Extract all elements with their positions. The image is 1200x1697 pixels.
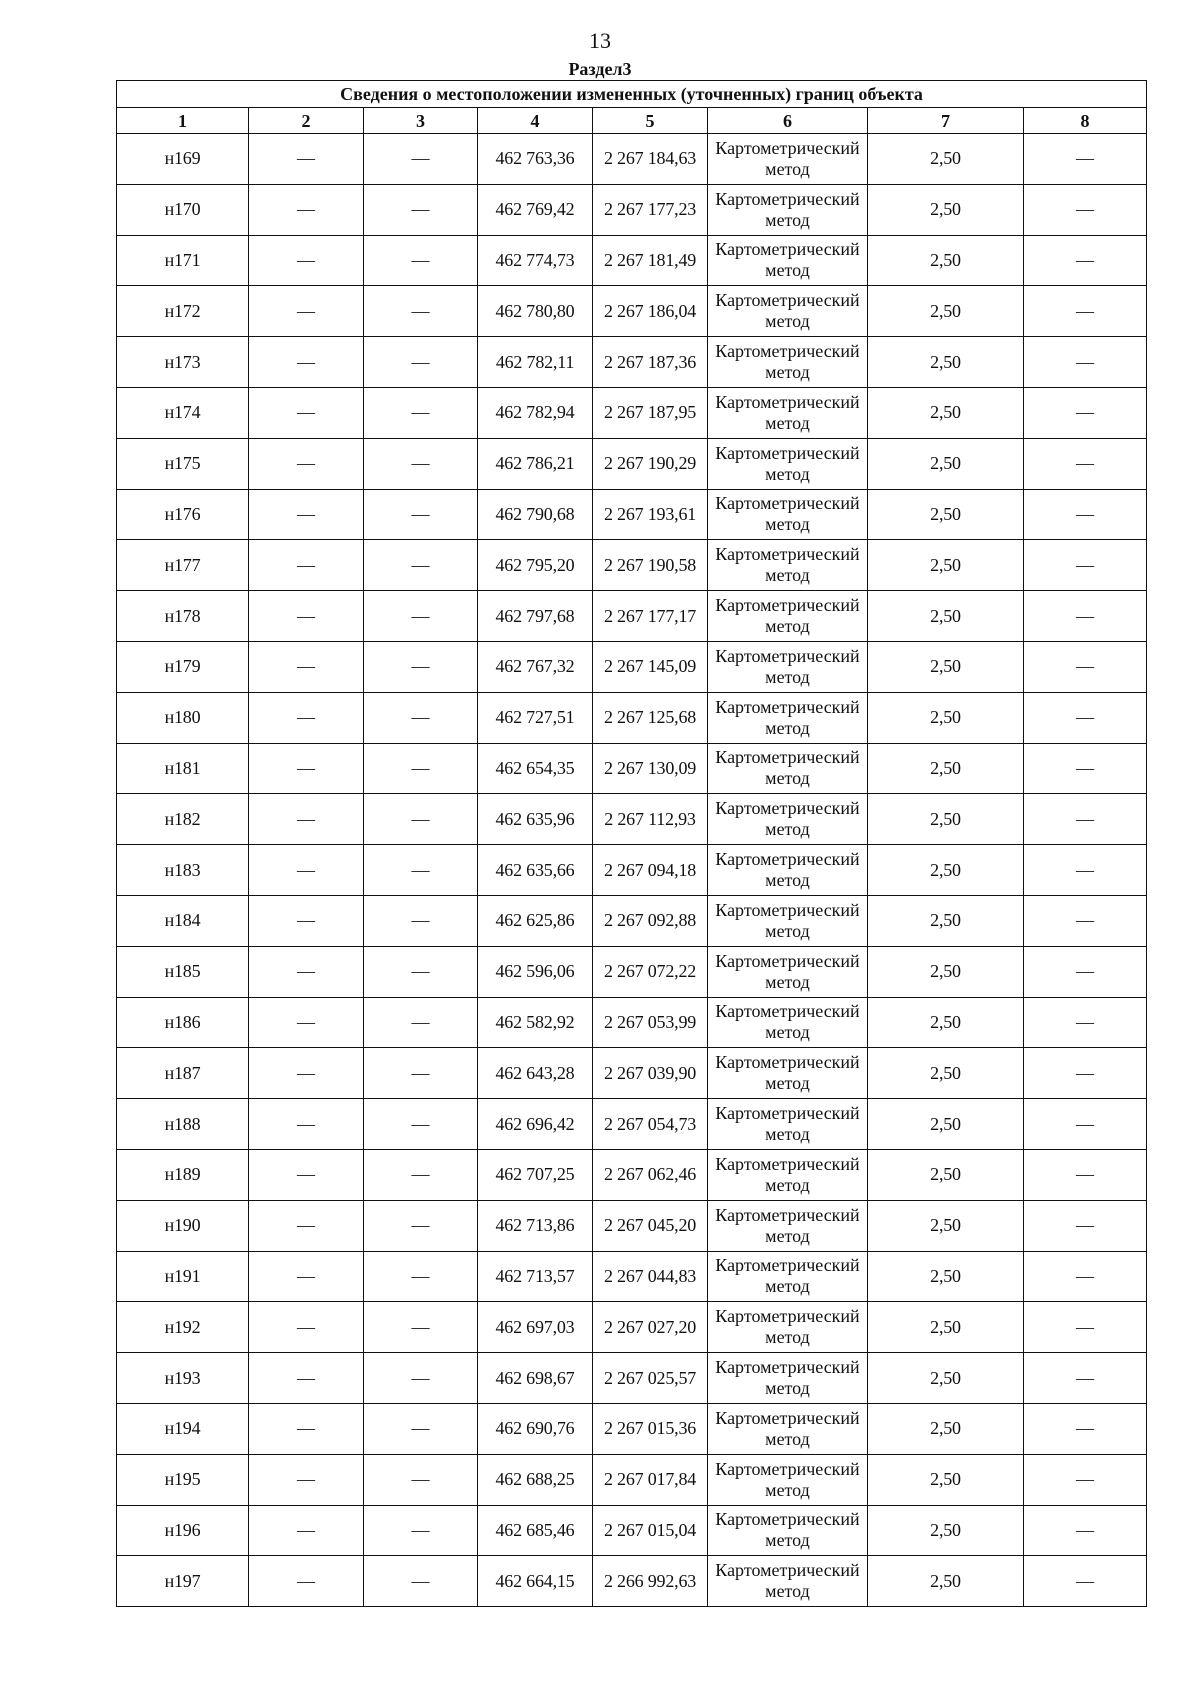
table-row: [117, 692, 1147, 743]
x-coordinate-cell: 462 795,20: [478, 540, 593, 591]
x-coordinate-cell: 462 596,06: [478, 946, 593, 997]
y-coordinate-cell: 2 267 177,23: [593, 184, 708, 235]
col3-cell: —: [364, 337, 478, 388]
point-name-cell: н195: [117, 1454, 249, 1505]
y-coordinate-cell: 2 267 054,73: [593, 1099, 708, 1150]
method-cell: Картометрический метод: [708, 946, 868, 997]
point-name-cell: н174: [117, 387, 249, 438]
y-coordinate-cell: 2 267 193,61: [593, 489, 708, 540]
x-coordinate-cell: 462 790,68: [478, 489, 593, 540]
col2-cell: —: [249, 1556, 364, 1607]
table-row: [117, 1302, 1147, 1353]
column-header: 2: [249, 108, 364, 134]
table-row: [117, 641, 1147, 692]
col8-cell: —: [1024, 946, 1147, 997]
table-body: [117, 134, 1147, 1607]
point-name-cell: н197: [117, 1556, 249, 1607]
y-coordinate-cell: 2 267 039,90: [593, 1048, 708, 1099]
precision-cell: 2,50: [868, 845, 1024, 896]
col3-cell: —: [364, 1099, 478, 1150]
column-header: 5: [593, 108, 708, 134]
method-cell: Картометрический метод: [708, 540, 868, 591]
method-cell: Картометрический метод: [708, 692, 868, 743]
point-name-cell: н169: [117, 134, 249, 185]
table-row: [117, 489, 1147, 540]
precision-cell: 2,50: [868, 184, 1024, 235]
col8-cell: —: [1024, 1099, 1147, 1150]
col3-cell: —: [364, 1149, 478, 1200]
point-name-cell: н177: [117, 540, 249, 591]
table-row: [117, 286, 1147, 337]
table-row: [117, 134, 1147, 185]
y-coordinate-cell: 2 267 187,95: [593, 387, 708, 438]
table-row: [117, 946, 1147, 997]
y-coordinate-cell: 2 267 184,63: [593, 134, 708, 185]
y-coordinate-cell: 2 267 094,18: [593, 845, 708, 896]
method-cell: Картометрический метод: [708, 387, 868, 438]
col3-cell: —: [364, 387, 478, 438]
col2-cell: —: [249, 489, 364, 540]
col3-cell: —: [364, 489, 478, 540]
table-row: [117, 1556, 1147, 1607]
col8-cell: —: [1024, 1251, 1147, 1302]
col3-cell: —: [364, 1403, 478, 1454]
column-header: 1: [117, 108, 249, 134]
col8-cell: —: [1024, 286, 1147, 337]
table-row: [117, 235, 1147, 286]
table-row: [117, 1505, 1147, 1556]
column-header-row: [117, 108, 1147, 134]
col3-cell: —: [364, 540, 478, 591]
col8-cell: —: [1024, 184, 1147, 235]
table-row: [117, 1200, 1147, 1251]
method-cell: Картометрический метод: [708, 1251, 868, 1302]
col2-cell: —: [249, 235, 364, 286]
y-coordinate-cell: 2 267 125,68: [593, 692, 708, 743]
y-coordinate-cell: 2 267 187,36: [593, 337, 708, 388]
method-cell: Картометрический метод: [708, 591, 868, 642]
precision-cell: 2,50: [868, 1251, 1024, 1302]
point-name-cell: н193: [117, 1353, 249, 1404]
y-coordinate-cell: 2 267 053,99: [593, 997, 708, 1048]
col8-cell: —: [1024, 134, 1147, 185]
col2-cell: —: [249, 286, 364, 337]
section-title: Раздел3: [568, 59, 632, 79]
method-cell: Картометрический метод: [708, 1353, 868, 1404]
col2-cell: —: [249, 1403, 364, 1454]
x-coordinate-cell: 462 767,32: [478, 641, 593, 692]
point-name-cell: н183: [117, 845, 249, 896]
column-header: 4: [478, 108, 593, 134]
col2-cell: —: [249, 1099, 364, 1150]
x-coordinate-cell: 462 769,42: [478, 184, 593, 235]
method-cell: Картометрический метод: [708, 235, 868, 286]
y-coordinate-cell: 2 267 186,04: [593, 286, 708, 337]
col8-cell: —: [1024, 895, 1147, 946]
precision-cell: 2,50: [868, 438, 1024, 489]
y-coordinate-cell: 2 266 992,63: [593, 1556, 708, 1607]
col8-cell: —: [1024, 1454, 1147, 1505]
point-name-cell: н172: [117, 286, 249, 337]
x-coordinate-cell: 462 688,25: [478, 1454, 593, 1505]
precision-cell: 2,50: [868, 997, 1024, 1048]
col8-cell: —: [1024, 235, 1147, 286]
precision-cell: 2,50: [868, 641, 1024, 692]
method-cell: Картометрический метод: [708, 1454, 868, 1505]
precision-cell: 2,50: [868, 1302, 1024, 1353]
x-coordinate-cell: 462 654,35: [478, 743, 593, 794]
x-coordinate-cell: 462 582,92: [478, 997, 593, 1048]
precision-cell: 2,50: [868, 1403, 1024, 1454]
column-header: 3: [364, 108, 478, 134]
column-header: 7: [868, 108, 1024, 134]
x-coordinate-cell: 462 727,51: [478, 692, 593, 743]
precision-cell: 2,50: [868, 1048, 1024, 1099]
method-cell: Картометрический метод: [708, 134, 868, 185]
col2-cell: —: [249, 134, 364, 185]
col8-cell: —: [1024, 1149, 1147, 1200]
point-name-cell: н182: [117, 794, 249, 845]
col2-cell: —: [249, 997, 364, 1048]
x-coordinate-cell: 462 774,73: [478, 235, 593, 286]
col8-cell: —: [1024, 591, 1147, 642]
point-name-cell: н180: [117, 692, 249, 743]
precision-cell: 2,50: [868, 946, 1024, 997]
point-name-cell: н189: [117, 1149, 249, 1200]
col3-cell: —: [364, 743, 478, 794]
y-coordinate-cell: 2 267 062,46: [593, 1149, 708, 1200]
col8-cell: —: [1024, 489, 1147, 540]
x-coordinate-cell: 462 635,96: [478, 794, 593, 845]
y-coordinate-cell: 2 267 190,58: [593, 540, 708, 591]
precision-cell: 2,50: [868, 1099, 1024, 1150]
point-name-cell: н185: [117, 946, 249, 997]
col2-cell: —: [249, 337, 364, 388]
col3-cell: —: [364, 235, 478, 286]
col8-cell: —: [1024, 641, 1147, 692]
table-row: [117, 1149, 1147, 1200]
method-cell: Картометрический метод: [708, 1302, 868, 1353]
method-cell: Картометрический метод: [708, 1556, 868, 1607]
precision-cell: 2,50: [868, 1556, 1024, 1607]
method-cell: Картометрический метод: [708, 997, 868, 1048]
precision-cell: 2,50: [868, 1505, 1024, 1556]
col2-cell: —: [249, 438, 364, 489]
method-cell: Картометрический метод: [708, 1505, 868, 1556]
table-caption-row: [117, 81, 1147, 108]
point-name-cell: н181: [117, 743, 249, 794]
precision-cell: 2,50: [868, 337, 1024, 388]
col2-cell: —: [249, 184, 364, 235]
col8-cell: —: [1024, 1302, 1147, 1353]
x-coordinate-cell: 462 713,57: [478, 1251, 593, 1302]
precision-cell: 2,50: [868, 286, 1024, 337]
col2-cell: —: [249, 1353, 364, 1404]
table-row: [117, 845, 1147, 896]
precision-cell: 2,50: [868, 895, 1024, 946]
y-coordinate-cell: 2 267 045,20: [593, 1200, 708, 1251]
x-coordinate-cell: 462 625,86: [478, 895, 593, 946]
col8-cell: —: [1024, 337, 1147, 388]
method-cell: Картометрический метод: [708, 337, 868, 388]
col8-cell: —: [1024, 1556, 1147, 1607]
col8-cell: —: [1024, 387, 1147, 438]
table-caption: Сведения о местоположении измененных (уточненных) границ объекта: [117, 81, 1147, 108]
x-coordinate-cell: 462 698,67: [478, 1353, 593, 1404]
x-coordinate-cell: 462 635,66: [478, 845, 593, 896]
method-cell: Картометрический метод: [708, 489, 868, 540]
table-row: [117, 1454, 1147, 1505]
col2-cell: —: [249, 540, 364, 591]
col8-cell: —: [1024, 1048, 1147, 1099]
y-coordinate-cell: 2 267 181,49: [593, 235, 708, 286]
table-row: [117, 387, 1147, 438]
point-name-cell: н192: [117, 1302, 249, 1353]
y-coordinate-cell: 2 267 112,93: [593, 794, 708, 845]
method-cell: Картометрический метод: [708, 641, 868, 692]
precision-cell: 2,50: [868, 1200, 1024, 1251]
y-coordinate-cell: 2 267 027,20: [593, 1302, 708, 1353]
col2-cell: —: [249, 1149, 364, 1200]
point-name-cell: н196: [117, 1505, 249, 1556]
method-cell: Картометрический метод: [708, 794, 868, 845]
precision-cell: 2,50: [868, 134, 1024, 185]
table-row: [117, 1403, 1147, 1454]
table-row: [117, 895, 1147, 946]
x-coordinate-cell: 462 697,03: [478, 1302, 593, 1353]
y-coordinate-cell: 2 267 092,88: [593, 895, 708, 946]
x-coordinate-cell: 462 690,76: [478, 1403, 593, 1454]
col8-cell: —: [1024, 997, 1147, 1048]
point-name-cell: н176: [117, 489, 249, 540]
col8-cell: —: [1024, 692, 1147, 743]
precision-cell: 2,50: [868, 489, 1024, 540]
point-name-cell: н179: [117, 641, 249, 692]
precision-cell: 2,50: [868, 743, 1024, 794]
method-cell: Картометрический метод: [708, 1149, 868, 1200]
x-coordinate-cell: 462 786,21: [478, 438, 593, 489]
y-coordinate-cell: 2 267 015,04: [593, 1505, 708, 1556]
col2-cell: —: [249, 794, 364, 845]
method-cell: Картометрический метод: [708, 845, 868, 896]
x-coordinate-cell: 462 797,68: [478, 591, 593, 642]
table-row: [117, 1099, 1147, 1150]
precision-cell: 2,50: [868, 235, 1024, 286]
point-name-cell: н186: [117, 997, 249, 1048]
col8-cell: —: [1024, 1353, 1147, 1404]
method-cell: Картометрический метод: [708, 1099, 868, 1150]
col3-cell: —: [364, 1505, 478, 1556]
col3-cell: —: [364, 286, 478, 337]
y-coordinate-cell: 2 267 017,84: [593, 1454, 708, 1505]
y-coordinate-cell: 2 267 130,09: [593, 743, 708, 794]
precision-cell: 2,50: [868, 692, 1024, 743]
table-row: [117, 794, 1147, 845]
precision-cell: 2,50: [868, 387, 1024, 438]
y-coordinate-cell: 2 267 190,29: [593, 438, 708, 489]
col3-cell: —: [364, 641, 478, 692]
x-coordinate-cell: 462 643,28: [478, 1048, 593, 1099]
x-coordinate-cell: 462 782,94: [478, 387, 593, 438]
y-coordinate-cell: 2 267 044,83: [593, 1251, 708, 1302]
method-cell: Картометрический метод: [708, 1048, 868, 1099]
method-cell: Картометрический метод: [708, 1403, 868, 1454]
precision-cell: 2,50: [868, 540, 1024, 591]
col3-cell: —: [364, 997, 478, 1048]
col2-cell: —: [249, 1251, 364, 1302]
col8-cell: —: [1024, 1505, 1147, 1556]
table-row: [117, 743, 1147, 794]
col3-cell: —: [364, 1556, 478, 1607]
col3-cell: —: [364, 692, 478, 743]
col2-cell: —: [249, 1200, 364, 1251]
col2-cell: —: [249, 641, 364, 692]
method-cell: Картометрический метод: [708, 895, 868, 946]
precision-cell: 2,50: [868, 1454, 1024, 1505]
page-number: 13: [589, 28, 611, 53]
col8-cell: —: [1024, 1200, 1147, 1251]
column-header: 8: [1024, 108, 1147, 134]
col8-cell: —: [1024, 743, 1147, 794]
x-coordinate-cell: 462 713,86: [478, 1200, 593, 1251]
point-name-cell: н190: [117, 1200, 249, 1251]
point-name-cell: н173: [117, 337, 249, 388]
col3-cell: —: [364, 1302, 478, 1353]
col2-cell: —: [249, 845, 364, 896]
col3-cell: —: [364, 946, 478, 997]
col8-cell: —: [1024, 794, 1147, 845]
col2-cell: —: [249, 743, 364, 794]
col2-cell: —: [249, 895, 364, 946]
col3-cell: —: [364, 794, 478, 845]
table-row: [117, 337, 1147, 388]
y-coordinate-cell: 2 267 177,17: [593, 591, 708, 642]
table-row: [117, 1048, 1147, 1099]
col2-cell: —: [249, 1048, 364, 1099]
col3-cell: —: [364, 1353, 478, 1404]
col3-cell: —: [364, 845, 478, 896]
y-coordinate-cell: 2 267 025,57: [593, 1353, 708, 1404]
col3-cell: —: [364, 1200, 478, 1251]
point-name-cell: н187: [117, 1048, 249, 1099]
boundary-coordinates-table: [116, 80, 1147, 1607]
table-row: [117, 540, 1147, 591]
col3-cell: —: [364, 438, 478, 489]
precision-cell: 2,50: [868, 591, 1024, 642]
col2-cell: —: [249, 1454, 364, 1505]
col2-cell: —: [249, 946, 364, 997]
method-cell: Картометрический метод: [708, 1200, 868, 1251]
method-cell: Картометрический метод: [708, 743, 868, 794]
col8-cell: —: [1024, 1403, 1147, 1454]
col3-cell: —: [364, 1251, 478, 1302]
col2-cell: —: [249, 387, 364, 438]
col2-cell: —: [249, 591, 364, 642]
point-name-cell: н178: [117, 591, 249, 642]
point-name-cell: н175: [117, 438, 249, 489]
col3-cell: —: [364, 134, 478, 185]
point-name-cell: н184: [117, 895, 249, 946]
precision-cell: 2,50: [868, 1149, 1024, 1200]
x-coordinate-cell: 462 696,42: [478, 1099, 593, 1150]
x-coordinate-cell: 462 685,46: [478, 1505, 593, 1556]
col3-cell: —: [364, 1454, 478, 1505]
col8-cell: —: [1024, 845, 1147, 896]
table-row: [117, 1251, 1147, 1302]
method-cell: Картометрический метод: [708, 286, 868, 337]
method-cell: Картометрический метод: [708, 438, 868, 489]
point-name-cell: н194: [117, 1403, 249, 1454]
point-name-cell: н170: [117, 184, 249, 235]
col3-cell: —: [364, 591, 478, 642]
point-name-cell: н188: [117, 1099, 249, 1150]
col3-cell: —: [364, 1048, 478, 1099]
col2-cell: —: [249, 1302, 364, 1353]
col2-cell: —: [249, 1505, 364, 1556]
x-coordinate-cell: 462 763,36: [478, 134, 593, 185]
y-coordinate-cell: 2 267 072,22: [593, 946, 708, 997]
point-name-cell: н171: [117, 235, 249, 286]
col8-cell: —: [1024, 438, 1147, 489]
column-header: 6: [708, 108, 868, 134]
point-name-cell: н191: [117, 1251, 249, 1302]
table-row: [117, 1353, 1147, 1404]
col8-cell: —: [1024, 540, 1147, 591]
y-coordinate-cell: 2 267 015,36: [593, 1403, 708, 1454]
x-coordinate-cell: 462 707,25: [478, 1149, 593, 1200]
x-coordinate-cell: 462 782,11: [478, 337, 593, 388]
table-row: [117, 184, 1147, 235]
col3-cell: —: [364, 895, 478, 946]
col2-cell: —: [249, 692, 364, 743]
table-row: [117, 997, 1147, 1048]
table-row: [117, 438, 1147, 489]
x-coordinate-cell: 462 664,15: [478, 1556, 593, 1607]
precision-cell: 2,50: [868, 794, 1024, 845]
y-coordinate-cell: 2 267 145,09: [593, 641, 708, 692]
method-cell: Картометрический метод: [708, 184, 868, 235]
x-coordinate-cell: 462 780,80: [478, 286, 593, 337]
precision-cell: 2,50: [868, 1353, 1024, 1404]
col3-cell: —: [364, 184, 478, 235]
table-row: [117, 591, 1147, 642]
